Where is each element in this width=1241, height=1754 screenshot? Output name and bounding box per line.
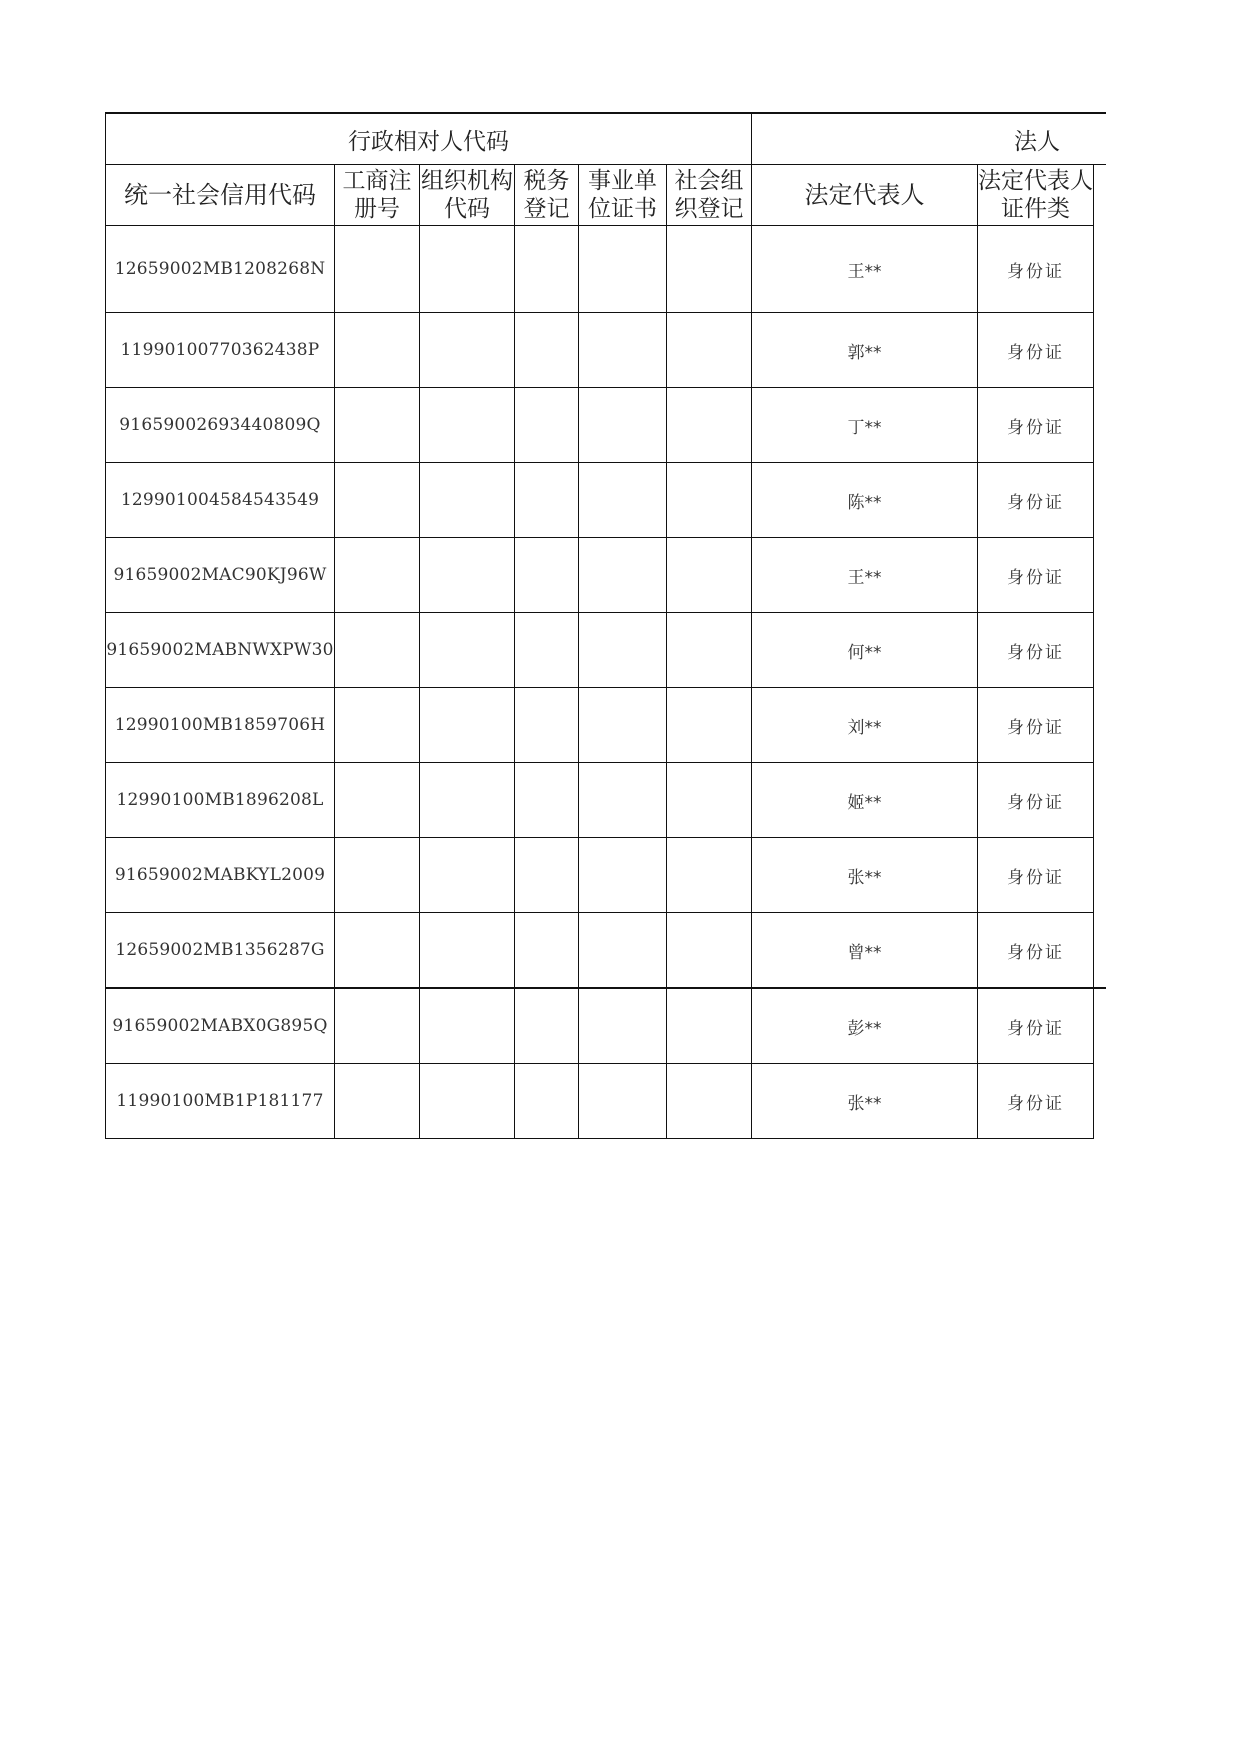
empty-cell [420, 613, 515, 688]
empty-cell [515, 388, 579, 463]
empty-cell [667, 838, 752, 913]
table-edge [1094, 688, 1106, 763]
empty-cell [579, 988, 667, 1064]
column-header-legal-rep: 法定代表人 [752, 165, 978, 226]
table-edge [1094, 838, 1106, 913]
credit-code-cell: 91659002MABKYL2009 [106, 838, 335, 913]
empty-cell [667, 613, 752, 688]
empty-cell [667, 538, 752, 613]
credit-code-cell: 91659002MAC90KJ96W [106, 538, 335, 613]
empty-cell [420, 1064, 515, 1139]
id-type-cell: 身份证 [978, 688, 1094, 763]
empty-cell [335, 688, 420, 763]
empty-cell [515, 688, 579, 763]
empty-cell [579, 1064, 667, 1139]
empty-cell [579, 226, 667, 313]
empty-cell [335, 763, 420, 838]
empty-cell [335, 226, 420, 313]
legal-rep-cell: 张** [752, 1064, 978, 1139]
id-type-cell: 身份证 [978, 1064, 1094, 1139]
empty-cell [515, 313, 579, 388]
legal-entity-table [105, 112, 1106, 1139]
table-edge [1094, 988, 1106, 1064]
id-type-cell: 身份证 [978, 763, 1094, 838]
legal-rep-cell: 何** [752, 613, 978, 688]
empty-cell [667, 688, 752, 763]
empty-cell [515, 988, 579, 1064]
empty-cell [667, 226, 752, 313]
legal-rep-cell: 郭** [752, 313, 978, 388]
empty-cell [335, 613, 420, 688]
credit-code-cell: 11990100770362438P [106, 313, 335, 388]
credit-code-cell: 12659002MB1208268N [106, 226, 335, 313]
empty-cell [667, 463, 752, 538]
table-row [106, 763, 1106, 838]
empty-cell [335, 913, 420, 989]
empty-cell [515, 838, 579, 913]
column-header-row [106, 165, 1106, 226]
empty-cell [335, 313, 420, 388]
table-row [106, 313, 1106, 388]
empty-cell [420, 838, 515, 913]
table-edge [1094, 613, 1106, 688]
empty-cell [335, 838, 420, 913]
empty-cell [579, 538, 667, 613]
table-row [106, 613, 1106, 688]
table-edge [1094, 313, 1106, 388]
column-header-org-code: 组织机构代码 [420, 165, 515, 226]
empty-cell [515, 913, 579, 989]
id-type-cell: 身份证 [978, 838, 1094, 913]
empty-cell [335, 538, 420, 613]
credit-code-cell: 91659002MABX0G895Q [106, 988, 335, 1064]
group-header-legal-person: 法人 [752, 113, 1106, 165]
group-header-row [106, 113, 1106, 165]
empty-cell [335, 988, 420, 1064]
empty-cell [515, 763, 579, 838]
empty-cell [667, 913, 752, 989]
empty-cell [420, 463, 515, 538]
legal-rep-cell: 刘** [752, 688, 978, 763]
empty-cell [420, 313, 515, 388]
column-header-tax-reg: 税务登记 [515, 165, 579, 226]
credit-code-cell: 12990100MB1896208L [106, 763, 335, 838]
table-edge [1094, 763, 1106, 838]
table-row [106, 463, 1106, 538]
credit-code-cell: 129901004584543549 [106, 463, 335, 538]
credit-code-cell: 11990100MB1P181177 [106, 1064, 335, 1139]
legal-rep-cell: 彭** [752, 988, 978, 1064]
id-type-cell: 身份证 [978, 313, 1094, 388]
table-row [106, 226, 1106, 313]
table-edge [1094, 538, 1106, 613]
table-row [106, 538, 1106, 613]
empty-cell [515, 613, 579, 688]
id-type-cell: 身份证 [978, 613, 1094, 688]
table-row [106, 913, 1106, 989]
column-header-institution-cert: 事业单位证书 [579, 165, 667, 226]
empty-cell [579, 388, 667, 463]
empty-cell [579, 838, 667, 913]
empty-cell [579, 913, 667, 989]
table-edge [1094, 1064, 1106, 1139]
empty-cell [335, 388, 420, 463]
empty-cell [420, 388, 515, 463]
empty-cell [579, 313, 667, 388]
table-row [106, 688, 1106, 763]
table-edge [1094, 165, 1106, 226]
credit-code-cell: 12990100MB1859706H [106, 688, 335, 763]
id-type-cell: 身份证 [978, 388, 1094, 463]
credit-code-cell: 12659002MB1356287G [106, 913, 335, 989]
id-type-cell: 身份证 [978, 538, 1094, 613]
column-header-business-reg-no: 工商注册号 [335, 165, 420, 226]
empty-cell [515, 1064, 579, 1139]
legal-rep-cell: 张** [752, 838, 978, 913]
group-header-admin-code: 行政相对人代码 [106, 113, 752, 165]
empty-cell [420, 538, 515, 613]
empty-cell [667, 388, 752, 463]
table-edge [1094, 226, 1106, 313]
table-row [106, 388, 1106, 463]
empty-cell [335, 1064, 420, 1139]
credit-code-cell: 91659002MABNWXPW30 [106, 613, 335, 688]
legal-rep-cell: 曾** [752, 913, 978, 989]
legal-rep-cell: 王** [752, 226, 978, 313]
table-edge [1094, 913, 1106, 989]
empty-cell [420, 913, 515, 989]
empty-cell [420, 763, 515, 838]
empty-cell [579, 688, 667, 763]
empty-cell [579, 763, 667, 838]
empty-cell [667, 313, 752, 388]
legal-rep-cell: 丁** [752, 388, 978, 463]
legal-rep-cell: 陈** [752, 463, 978, 538]
empty-cell [667, 763, 752, 838]
column-header-credit-code: 统一社会信用代码 [106, 165, 335, 226]
column-header-social-org-reg: 社会组织登记 [667, 165, 752, 226]
id-type-cell: 身份证 [978, 988, 1094, 1064]
empty-cell [420, 988, 515, 1064]
id-type-cell: 身份证 [978, 226, 1094, 313]
table-edge [1094, 388, 1106, 463]
legal-rep-cell: 姬** [752, 763, 978, 838]
id-type-cell: 身份证 [978, 913, 1094, 989]
table-row [106, 988, 1106, 1064]
empty-cell [579, 463, 667, 538]
table-edge [1094, 463, 1106, 538]
empty-cell [667, 1064, 752, 1139]
id-type-cell: 身份证 [978, 463, 1094, 538]
empty-cell [420, 226, 515, 313]
table-row [106, 1064, 1106, 1139]
credit-code-cell: 91659002693440809Q [106, 388, 335, 463]
empty-cell [420, 688, 515, 763]
empty-cell [515, 463, 579, 538]
empty-cell [579, 613, 667, 688]
empty-cell [515, 538, 579, 613]
empty-cell [335, 463, 420, 538]
legal-rep-cell: 王** [752, 538, 978, 613]
empty-cell [515, 226, 579, 313]
table-row [106, 838, 1106, 913]
column-header-rep-id-type: 法定代表人证件类 [978, 165, 1094, 226]
empty-cell [667, 988, 752, 1064]
